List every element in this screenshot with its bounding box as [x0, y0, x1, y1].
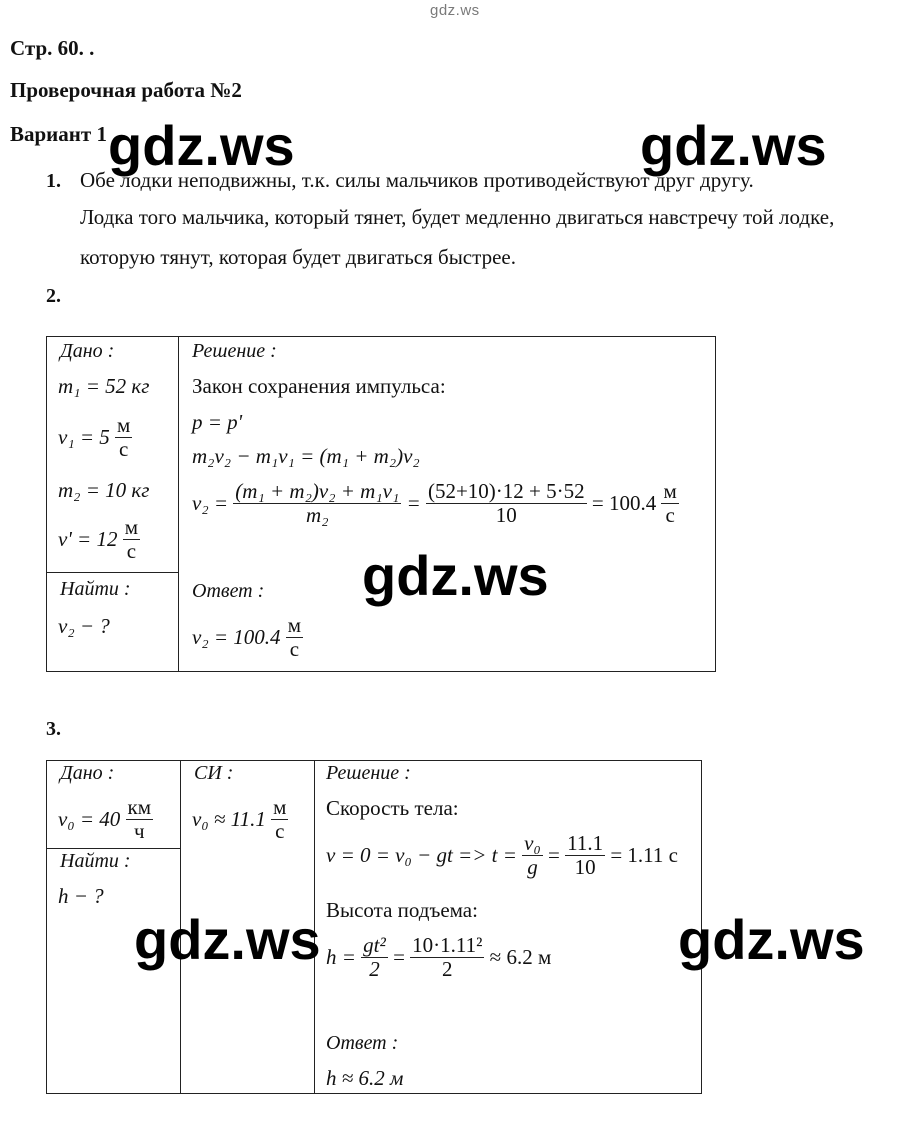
task2-solution-label: Решение :: [192, 340, 277, 362]
page-title: Стр. 60. .: [10, 36, 95, 60]
eq3-eq: =: [406, 491, 421, 516]
eq3-den: m₂: [306, 503, 329, 528]
speed-den2: 10: [574, 855, 596, 880]
height-num: gt²: [363, 933, 386, 957]
unit-den: с: [119, 437, 129, 462]
unit-num: км: [127, 795, 152, 819]
speed-den: g: [527, 855, 538, 880]
task3-height-title: Высота подъема:: [326, 898, 478, 922]
task1-line1: Обе лодки неподвижны, т.к. силы мальчиков противодействуют друг другу.: [80, 168, 754, 192]
task1-line3: которую тянут, которая будет двигаться быстрее.: [80, 245, 516, 269]
unit-num: м: [273, 795, 287, 819]
task2-given-v-prime-unit: [123, 516, 140, 563]
eq3-lhs: v₂ =: [192, 491, 229, 516]
eq3-num2: (52+10)·12 + 5·52: [427, 479, 585, 503]
task3-speed-eq: [326, 832, 678, 879]
task3-si: [192, 796, 288, 843]
unit-den: с: [126, 539, 137, 564]
work-title: Проверочная работа №2: [10, 78, 242, 102]
task2-find-label: Найти :: [60, 578, 131, 600]
unit-num: м: [663, 479, 677, 503]
task3-find-label: Найти :: [60, 850, 131, 872]
speed-num: v₀: [524, 831, 541, 855]
task3-given-value: v₀ = 40: [58, 807, 121, 832]
task3-si-unit: [271, 796, 288, 843]
task2-given-v1-value: v₁ = 5: [58, 425, 110, 450]
watermark-4: gdz.ws: [134, 908, 321, 971]
eq3-frac2: [426, 480, 587, 527]
eq3-frac1: [233, 480, 401, 527]
task2-law: Закон сохранения импульса:: [192, 374, 446, 398]
task1-number: 1.: [46, 170, 61, 192]
unit-den: с: [665, 503, 675, 528]
speed-frac2: [565, 832, 605, 879]
task3-answer-label: Ответ :: [326, 1032, 399, 1054]
unit-den: с: [275, 819, 285, 844]
task2-eq2: m₂v₂ − m₁v₁ = (m₁ + m₂)v₂: [192, 444, 420, 468]
task3-height-eq: [326, 934, 551, 981]
task3-number: 3.: [46, 718, 61, 740]
task3-given: [58, 796, 153, 843]
height-eq: =: [393, 945, 405, 970]
height-frac1: [361, 934, 388, 981]
task2-divider: [178, 336, 179, 672]
speed-frac1: [522, 832, 543, 879]
watermark-5: gdz.ws: [678, 908, 865, 971]
task2-given-m1: m₁ = 52 кг: [58, 374, 150, 398]
unit-den: с: [289, 637, 300, 662]
task2-number: 2.: [46, 285, 61, 307]
task3-si-label: СИ :: [194, 762, 234, 784]
height-frac2: [410, 934, 484, 981]
task2-given-label: Дано :: [60, 340, 115, 362]
speed-eq: v = 0 = v₀ − gt => t =: [326, 843, 517, 868]
task2-eq3: [192, 480, 679, 527]
task2-answer-value: v₂ = 100.4: [192, 625, 281, 650]
task2-given-m2: m₂ = 10 кг: [58, 478, 150, 502]
unit-num: м: [287, 613, 302, 637]
task3-solution-label: Решение :: [326, 762, 411, 784]
task2-given-divider: [46, 572, 178, 573]
task2-given-v-prime-value: v' = 12: [58, 527, 118, 552]
eq3-den2: 10: [495, 503, 517, 528]
task1-line2: Лодка того мальчика, который тянет, будет медленно двигаться навстречу той лодке,: [80, 205, 835, 229]
watermark-2: gdz.ws: [640, 114, 827, 177]
unit-den: ч: [134, 819, 145, 844]
task3-si-value: v₀ ≈ 11.1: [192, 807, 266, 832]
speed-num2: 11.1: [567, 831, 604, 855]
task2-answer-unit: [286, 614, 303, 661]
height-den2: 2: [442, 957, 453, 982]
variant-title: Вариант 1: [10, 122, 107, 146]
unit-num: м: [117, 413, 131, 437]
task3-given-divider: [46, 848, 180, 849]
task2-given-v-prime: [58, 516, 140, 563]
task2-given-v1: [58, 414, 132, 461]
task2-answer-label: Ответ :: [192, 580, 265, 602]
task2-eq1: p = p': [192, 410, 243, 434]
task2-answer: [192, 614, 303, 661]
watermark-1: gdz.ws: [108, 114, 295, 177]
height-result: ≈ 6.2 м: [489, 945, 552, 970]
watermark-3: gdz.ws: [362, 544, 549, 607]
watermark-top: gdz.ws: [430, 2, 480, 19]
height-lhs: h =: [326, 945, 356, 970]
task3-answer: h ≈ 6.2 м: [326, 1066, 404, 1090]
unit-num: м: [124, 515, 139, 539]
task2-find: v₂ − ?: [58, 614, 110, 638]
eq3-unit: [661, 480, 678, 527]
height-num2: 10·1.11²: [412, 933, 483, 957]
task3-speed-title: Скорость тела:: [326, 796, 459, 820]
speed-result: = 1.11 с: [610, 843, 678, 868]
task3-find: h − ?: [58, 884, 104, 908]
speed-eq2: =: [548, 843, 560, 868]
eq3-num: (m₁ + m₂)v₂ + m₁v₁: [235, 479, 400, 503]
task2-given-v1-unit: [115, 414, 132, 461]
task3-given-unit: [126, 796, 154, 843]
height-den: 2: [369, 957, 380, 982]
eq3-result: = 100.4: [591, 491, 657, 516]
task3-given-label: Дано :: [60, 762, 115, 784]
